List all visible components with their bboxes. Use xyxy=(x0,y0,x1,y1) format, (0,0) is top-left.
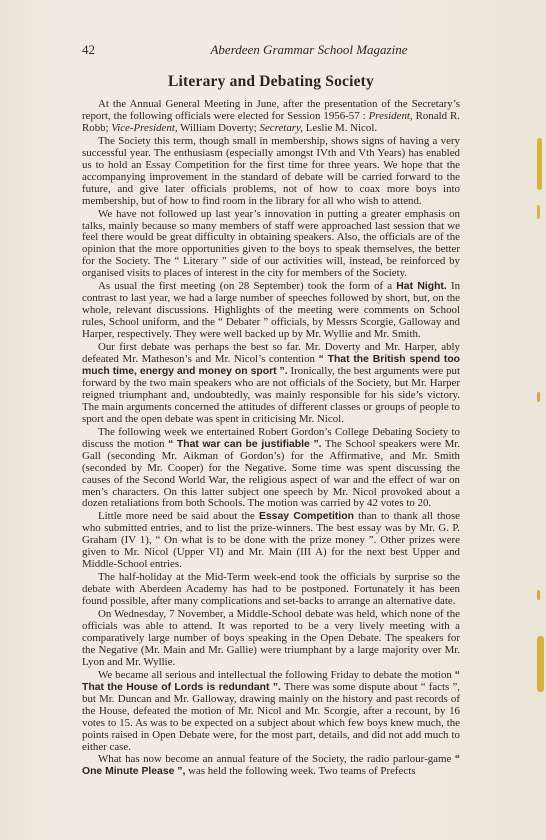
paper-tab-mark xyxy=(537,590,540,600)
page-edge-marks xyxy=(516,0,546,840)
paper-tab-mark xyxy=(537,392,540,402)
bold-phrase: Hat Night. xyxy=(396,281,447,293)
bold-phrase: “ One Minute Please ”, xyxy=(82,754,460,778)
paper-tab-mark xyxy=(537,205,540,219)
bold-phrase: Essay Competition xyxy=(258,511,354,523)
italic-phrase: Secretary, xyxy=(259,121,303,134)
paragraph-p2 xyxy=(82,136,460,208)
bold-phrase: “ That war can be justifiable ”. xyxy=(168,438,322,450)
paragraph-p9 xyxy=(82,609,460,669)
article-title: Literary and Debating Society xyxy=(168,73,374,90)
text-run: The half-holiday at the Mid-Term week-end took the officials by surprise so the debate with Aberdeen Academy has had to be postponed. Fortunately it has been found possible, after many complications and set-backs to arrange an alternative date. xyxy=(82,571,460,608)
paragraph-p8 xyxy=(82,572,460,608)
text-run: At the Annual General Meeting in June, after the presentation of the Secretary’s report, the following officials were elected for Session 1956-57 : xyxy=(82,98,460,122)
text-run: Ironically, the best arguments were put forward by the two main speakers who are not officials of the Society, but Mr. Harper reigned triumphant and, undoubtedly, was mainly responsible for his side’s victory. The main arguments concerned the attitudes of different classes or groups of people to sport and the open debate was spent in criticising Mr. Nicol. xyxy=(82,364,460,425)
text-run: Our first debate was perhaps the best so far. Mr. Doverty and Mr. Harper, ably defeated Mr. Matheson’s and Mr. Nicol’s contention xyxy=(82,341,460,366)
text-run: On Wednesday, 7 November, a Middle-School debate was held, which none of the officials was able to attend. It was reported to be a very lively meeting with a comparatively large number of boys speaking in the Open Debate. The speakers for the Negative (Mr. Main and Mr. Gallie) were triumphant by a large majority over Mr. Lyon and Mr. Wyllie. xyxy=(82,608,460,668)
text-run: The Society this term, though small in membership, shows signs of having a very successful year. The enthusiasm (especially amongst IVth and Vth Years) has enabled us to hold an Essay Competition for the first time for three years. We hope that the accompanying improvement in the standard of debate will be carried forward to the future, and give later officials problems, not of how to coax more boys into membership, but of how to find room in the library for all who wish to attend. xyxy=(82,134,460,207)
bold-phrase: “ That the House of Lords is redundant ”. xyxy=(82,669,460,693)
text-run: Leslie M. Nicol. xyxy=(302,121,378,134)
text-run: Ronald R. Robb; xyxy=(82,109,460,134)
paragraph-p10 xyxy=(82,670,460,754)
paragraph-p4 xyxy=(82,281,460,341)
text-run: The following week we entertained Robert Gordon’s College Debating Society to discuss the motion xyxy=(82,425,460,450)
text-run: In contrast to last year, we had a large number of speeches followed by short, but, on the whole, relevant discussions. Highlights of the meeting were comments on School rules, School uniform, and the “ Debater ” officials, by Messrs Scorgie, Galloway and Harper, respectively. They were well backed up by Mr. Wyllie and Mr. Smith. xyxy=(82,280,461,341)
paragraph-p3 xyxy=(82,209,460,281)
article-body xyxy=(82,99,460,778)
paragraph-p7 xyxy=(82,511,460,571)
bold-phrase: “ That the British spend too much time, energy and money on sport ”. xyxy=(82,354,461,377)
italic-phrase: Vice-President, xyxy=(111,121,178,134)
text-run: than to thank all those who submitted entries, and to list the prize-winners. The best essay was by Mr. G. P. Graham (IV 1), “ On what is to be done with the prize money ”. Other prizes were given to Mr. Nicol (Upper VI) and Mr. Main (III A) for the next best Upper and Middle-School entries. xyxy=(82,510,461,571)
paragraph-p5 xyxy=(82,342,460,426)
text-run: We have not followed up last year’s innovation in putting a greater emphasis on talks, mainly because so many members of staff were approached last session that we feel there would be great difficulty in obtaining speakers. Also, the officials are of the opinion that the more opportunities given to the boys to speak themselves, the better for the Society. The “ Literary ” side of our activities will, instead, be reinforced by organised visits to places of interest in the city for members of the Society. xyxy=(82,207,460,280)
text-run: As usual the first meeting (on 28 September) took the form of a xyxy=(98,280,397,293)
text-run: was held the following week. Two teams of Prefects xyxy=(185,765,416,778)
text-run: We became all serious and intellectual the following Friday to debate the motion xyxy=(98,668,455,681)
text-run: William Doverty; xyxy=(177,121,260,134)
paragraph-p6 xyxy=(82,427,460,511)
running-title: Aberdeen Grammar School Magazine xyxy=(210,42,408,57)
paper-tab-mark xyxy=(537,138,542,190)
paragraph-p11 xyxy=(82,754,460,778)
italic-phrase: President, xyxy=(368,109,413,122)
text-run: What has now become an annual feature of the Society, the radio parlour-game xyxy=(98,753,455,766)
text-run: Little more need be said about the xyxy=(98,510,259,523)
paper-tab-mark xyxy=(537,636,544,692)
page-number: 42 xyxy=(82,42,95,57)
paragraph-p1 xyxy=(82,99,460,135)
text-run: The School speakers were Mr. Gall (seconding Mr. Aikman of Gordon’s) for the Affirmative, and Mr. Smith (seconded by Mr. Cooper) for the Negative. Some time was spent discussing the causes of the Second World War, the religious aspect of war and the effect of war on men’s characters. On this latter subject one speech by Mr. Nicol provoked about a dozen retaliations from both Schools. The motion was carried by 42 votes to 20. xyxy=(82,437,461,510)
page-header xyxy=(82,42,506,60)
text-run: There was some dispute about “ facts ”, but Mr. Duncan and Mr. Galloway, drawing mainly on the history and past records of the House, defeated the motion of Mr. Nicol and Mr. Scorgie, after a recount, by 16 votes to 15. As was to be expected on a subject about which few boys knew much, the points raised in Open Debate were, for the most part, details, and did not add much to either case. xyxy=(82,680,460,753)
